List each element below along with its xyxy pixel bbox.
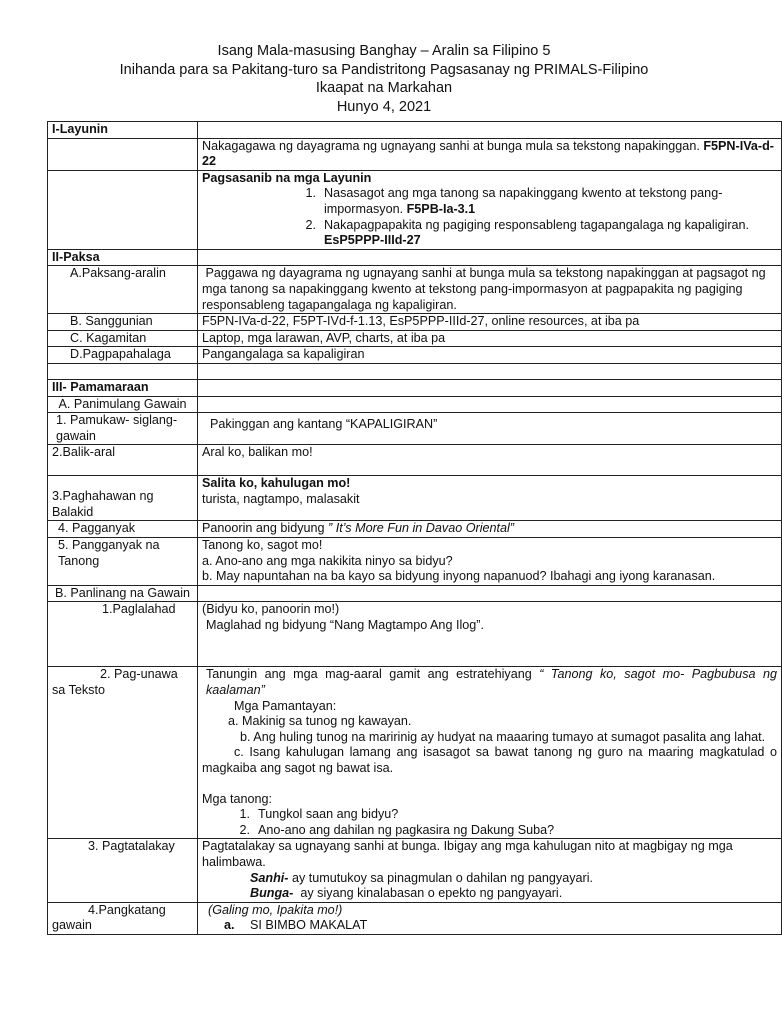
row-label: 2.Balik-aral [48, 445, 198, 476]
row-value: Pangangalaga sa kapaligiran [198, 347, 782, 364]
list-item: 1. Nasasagot ang mga tanong sa napakinggang kwento at tekstong pang-impormasyon. F5PB-Ia-3.1 [305, 186, 723, 216]
objective-cell [198, 138, 782, 170]
presentation-line-1: (Bidyu ko, panoorin mo!) [202, 602, 340, 617]
criteria-a: a. Makinig sa tunog ng kawayan. [228, 714, 412, 729]
table-row [48, 122, 782, 139]
row-value: Laptop, mga larawan, AVP, charts, at iba pa [198, 330, 782, 347]
table-row [48, 521, 782, 538]
table-row [48, 249, 782, 266]
row-label: 1.Paglalahad [102, 602, 176, 617]
row-label: 1. Pamukaw- siglang- gawain [48, 413, 198, 445]
table-row [48, 602, 782, 667]
header-date: Hunyo 4, 2021 [336, 98, 432, 115]
table-row [48, 396, 782, 413]
vocabulary-words: turista, nagtampo, malasakit [202, 491, 360, 506]
table-row [48, 413, 782, 445]
row-label: 3.Paghahawan ng Balakid [52, 489, 154, 519]
table-row [48, 170, 782, 249]
motivation-prefix: Panoorin ang bidyung [202, 521, 325, 536]
row-label: 5. Pangganyak na Tanong [48, 538, 198, 586]
table-row [48, 902, 782, 934]
comprehension-prefix: Tanungin ang mga mag-aaral gamit ang estratehiyang [206, 667, 532, 682]
subsection-panimulang-gawain: A. Panimulang Gawain [48, 396, 198, 413]
row-label: 3. Pagtatalakay [88, 839, 175, 854]
questions-heading: Mga tanong: [202, 791, 273, 806]
header-title: Isang Mala-masusing Banghay – Aralin sa Filipino 5 [217, 43, 551, 59]
list-item: 1. Tungkol saan ang bidyu? [239, 807, 399, 822]
lesson-plan-table [47, 121, 782, 935]
row-label: 2. Pag-unawa sa Teksto [52, 667, 178, 698]
table-row [48, 138, 782, 170]
strategy-name: “ Tanong ko, sagot mo- Pagbubusa ng kaalaman” [206, 667, 777, 698]
section-heading-layunin: I-Layunin [48, 122, 198, 139]
row-value: Paggawa ng dayagrama ng ugnayang sanhi at bunga mula sa tekstong napakinggan at pagsagot ng mga tanong sa napakinggang kwento at tekstong pang-impormasyon at pagpapakita ng pagiging responsableng tagapangalaga ng kapaligiran. [198, 266, 782, 314]
criteria-b: b. Ang huling tunog na maririnig ay hudyat na maaaring tumayo at sumagot pasalita ang lahat. [240, 729, 766, 744]
table-row [48, 330, 782, 347]
table-row [48, 379, 782, 396]
objective-text: Nakagagawa ng dayagrama ng ugnayang sanhi at bunga mula sa tekstong napakinggan. [202, 138, 700, 153]
table-row [48, 476, 782, 521]
sanhi-term: Sanhi- [250, 870, 289, 885]
discussion-text: Pagtatalakay sa ugnayang sanhi at bunga. Ibigay ang mga kahulugan nito at magbigay ng mga halimbawa. [202, 839, 733, 869]
group-activity-title: (Galing mo, Ipakita mo!) [208, 902, 343, 917]
sanhi-definition: ay tumutukoy sa pinagmulan o dahilan ng pangyayari. [288, 870, 594, 885]
table-row [48, 538, 782, 586]
row-value: Pakinggan ang kantang “KAPALIGIRAN” [210, 417, 438, 432]
group-activity-a: SI BIMBO MAKALAT [250, 918, 368, 933]
criteria-c: c. Isang kahulugan lamang ang isasagot sa bawat tanong ng guro na maaring magkatulad o magkaiba ang sagot ng bawat isa. [202, 745, 777, 775]
presentation-line-2: Maglahad ng bidyung “Nang Magtampo Ang Ilog”. [206, 618, 484, 633]
bunga-term: Bunga- [250, 886, 294, 901]
table-row [48, 314, 782, 331]
vocabulary-title: Salita ko, kahulugan mo! [202, 476, 351, 491]
table-row [48, 445, 782, 476]
row-value: F5PN-IVa-d-22, F5PT-IVd-f-1.13, EsP5PPP-IIId-27, online resources, at iba pa [198, 314, 782, 331]
row-label: 4. Pagganyak [48, 521, 198, 538]
table-row [48, 266, 782, 314]
section-heading-pamamaraan: III- Pamamaraan [48, 379, 198, 396]
table-row [48, 839, 782, 902]
bunga-definition: ay siyang kinalabasan o epekto ng pangyayari. [293, 886, 563, 901]
list-item: a. SI BIMBO MAKALAT [224, 918, 368, 933]
header-subtitle: Inihanda para sa Pakitang-turo sa Pandistritong Pagsasanay ng PRIMALS-Filipino [119, 61, 649, 78]
row-label: 4.Pangkatang gawain [52, 902, 166, 933]
table-row [48, 363, 782, 379]
subsection-panlinang-gawain: B. Panlinang na Gawain [48, 585, 198, 602]
row-label: D.Pagpapahalaga [48, 347, 198, 364]
header-quarter: Ikaapat na Markahan [315, 80, 453, 96]
motive-question-title: Tanong ko, sagot mo! [202, 538, 323, 553]
integrated-objectives-heading: Pagsasanib na mga Layunin [202, 170, 372, 185]
section-heading-paksa: II-Paksa [48, 249, 198, 266]
motive-question-a: a. Ano-ano ang mga nakikita ninyo sa bidyu? [202, 553, 453, 568]
row-label: C. Kagamitan [48, 330, 198, 347]
integrated-objectives-cell [198, 170, 782, 249]
table-row [48, 585, 782, 602]
table-row [48, 667, 782, 839]
objective-code: F5PN-IVa-d-22 [202, 138, 775, 169]
motive-question-b: b. May napuntahan na ba kayo sa bidyung inyong napanuod? Ibahagi ang iyong karanasan. [202, 569, 716, 584]
document-header [0, 42, 768, 116]
list-item: 2. Nakapagpapakita ng pagiging responsableng tagapangalaga ng kapaligiran. EsP5PPP-IIId-27 [305, 217, 750, 248]
criteria-heading: Mga Pamantayan: [234, 698, 337, 713]
video-title: ” It’s More Fun in Davao Oriental” [328, 521, 514, 536]
table-row [48, 347, 782, 364]
list-item: 2. Ano-ano ang dahilan ng pagkasira ng Dakung Suba? [239, 822, 555, 837]
row-label: B. Sanggunian [48, 314, 198, 331]
row-label: A.Paksang-aralin [48, 266, 198, 314]
row-value: Aral ko, balikan mo! [198, 445, 782, 476]
